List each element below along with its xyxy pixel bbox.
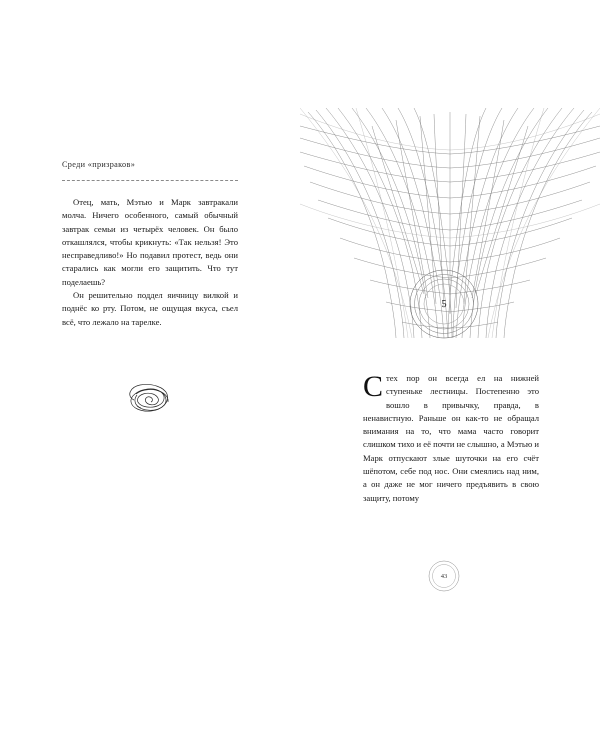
running-head: Среди «призраков» <box>62 160 136 169</box>
chapter-number: 5 <box>441 298 447 310</box>
paragraph-with-dropcap <box>363 372 539 505</box>
right-page-body <box>363 372 539 505</box>
header-divider <box>62 180 238 181</box>
left-page-body <box>62 196 238 329</box>
page-number-badge <box>428 560 460 592</box>
right-page <box>300 0 600 750</box>
scribble-ornament-icon <box>120 378 182 420</box>
drop-cap: С <box>363 370 384 403</box>
chapter-number-badge <box>408 268 480 340</box>
paragraph: Он решительно поддел яичницу вилкой и поднёс ко рту. Потом, не ощущая вкуса, съел всё, что лежало на тарелке. <box>62 290 238 327</box>
paragraph: Отец, мать, Мэтью и Марк завтракали молча. Ничего особенного, самый обычный завтрак семьи из четырёх человек. Он было откашлялся, чтобы крикнуть: «Так нельзя! Это несправедливо!» Но подавил протест, ведь они старались как могли его защитить. Что тут поделаешь? <box>62 197 238 287</box>
page-number: 43 <box>440 572 448 580</box>
paragraph-text: тех пор он всегда ел на нижней ступеньке лестницы. Постепенно это вошло в привычку, правда, в ненавистную. Раньше он как-то не обращал внимания на то, что мама часто говорит слишком тихо и её почти не слышно, а Мэтью и Марк отпускают злые шуточки на его счёт шёпотом, себе под нос. Они смеялись над ним, а он даже не мог ничего предъявить в свою защиту, потому <box>363 373 539 503</box>
